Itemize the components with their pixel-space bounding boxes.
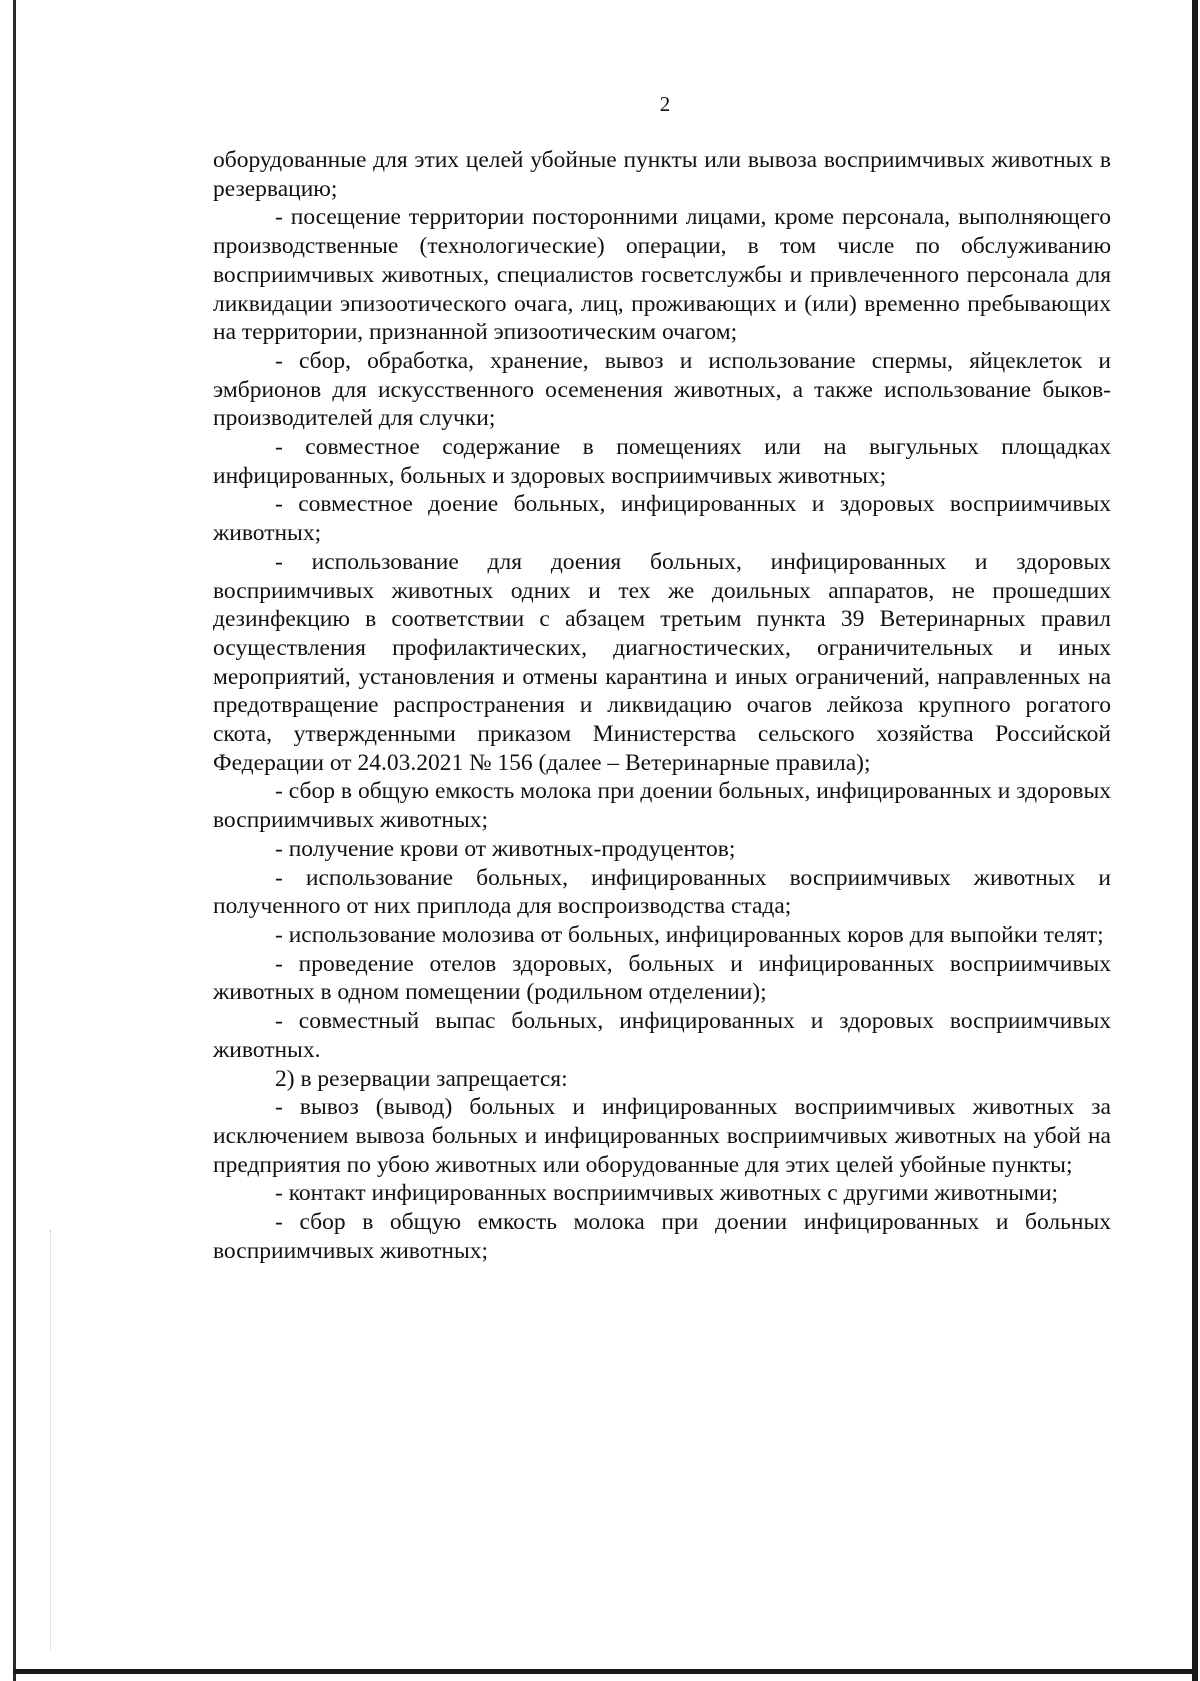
page-number: 2 bbox=[659, 92, 671, 116]
paragraph: 2) в резервации запрещается: bbox=[275, 1065, 568, 1092]
paragraph: - совместное доение больных, инфицированных и здоровых восприимчивых животных; bbox=[213, 491, 1111, 547]
scan-speckle bbox=[50, 1230, 52, 1650]
scan-border-right bbox=[1192, 0, 1198, 1681]
paragraph: - посещение территории посторонними лицами, кроме персонала, выполняющего производственные (технологические) операции, в том числе по обслуживанию восприимчивых животных, специалистов госветслужбы и привлеченного персонала для ликвидации эпизоотического очага, лиц, проживающих и (или) временно пребывающих на территории, признанной эпизоотическим очагом; bbox=[213, 204, 1111, 346]
paragraph: - использование больных, инфицированных восприимчивых животных и полученного от них приплода для воспроизводства стада; bbox=[213, 864, 1111, 920]
paragraph: - сбор, обработка, хранение, вывоз и использование спермы, яйцеклеток и эмбрионов для искусственного осеменения животных, а также использование быков-производителей для случки; bbox=[213, 347, 1111, 432]
paragraph: - совместное содержание в помещениях или на выгульных площадках инфицированных, больных и здоровых восприимчивых животных; bbox=[213, 434, 1111, 489]
paragraph: - сбор в общую емкость молока при доении инфицированных и больных восприимчивых животных; bbox=[213, 1209, 1111, 1264]
paragraph: - использование молозива от больных, инфицированных коров для выпойки телят; bbox=[275, 921, 1104, 948]
document-body bbox=[213, 146, 1111, 1265]
paragraph: - вывоз (вывод) больных и инфицированных восприимчивых животных за исключением вывоза больных и инфицированных восприимчивых животных на убой на предприятия по убою животных или оборудованные для этих целей убойные пункты; bbox=[213, 1094, 1111, 1178]
paragraph: - совместный выпас больных, инфицированных и здоровых восприимчивых животных. bbox=[213, 1008, 1111, 1063]
paragraph: - сбор в общую емкость молока при доении больных, инфицированных и здоровых восприимчивых животных; bbox=[213, 778, 1111, 834]
paragraph: - контакт инфицированных восприимчивых животных с другими животными; bbox=[275, 1180, 1059, 1207]
scan-border-left bbox=[13, 0, 16, 1681]
paragraph: - получение крови от животных-продуцентов; bbox=[275, 835, 736, 862]
paragraph: оборудованные для этих целей убойные пункты или вывоза восприимчивых животных в резервацию; bbox=[213, 147, 1111, 202]
paragraph: - проведение отелов здоровых, больных и инфицированных восприимчивых животных в одном помещении (родильном отделении); bbox=[213, 950, 1111, 1006]
paragraph: - использование для доения больных, инфицированных и здоровых восприимчивых животных одних и тех же доильных аппаратов, не прошедших дезинфекцию в соответствии с абзацем третьим пункта 39 Ветеринарных правил осуществления профилактических, диагностических, ограничительных и иных мероприятий, установления и отмены карантина и иных ограничений, направленных на предотвращение распространения и ликвидацию очагов лейкоза крупного рогатого скота, утвержденными приказом Министерства сельского хозяйства Российской Федерации от 24.03.2021 № 156 (далее – Ветеринарные правила); bbox=[213, 548, 1111, 776]
scan-border-bottom bbox=[13, 1669, 1198, 1674]
